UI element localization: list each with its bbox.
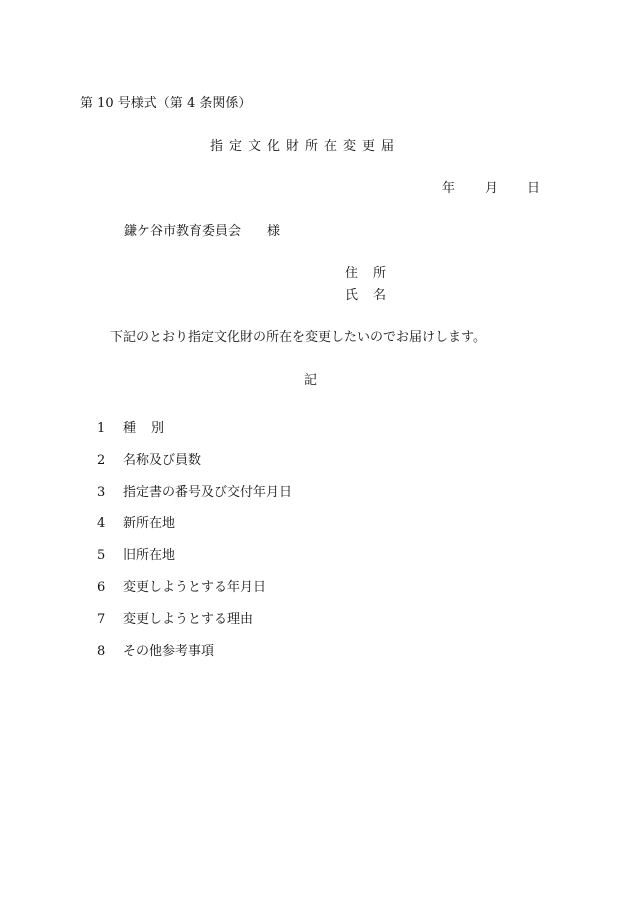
list-item xyxy=(97,580,292,612)
ki-heading: 記 xyxy=(304,373,318,388)
item-label: 指定書の番号及び交付年月日 xyxy=(123,484,293,500)
list-item xyxy=(97,453,292,485)
list-item xyxy=(97,421,292,453)
item-number: 1 xyxy=(97,421,106,436)
list-item xyxy=(97,644,292,676)
list-item xyxy=(97,612,292,644)
applicant-address-label: 住所 xyxy=(345,266,402,281)
item-number: 5 xyxy=(97,548,106,564)
addressee-name: 鎌ケ谷市教育委員会 xyxy=(124,224,242,239)
item-number: 6 xyxy=(97,579,106,595)
item-number: 3 xyxy=(97,484,106,500)
document-title: 指定文化財所在変更届 xyxy=(210,139,401,154)
item-label: 旧所在地 xyxy=(123,548,176,564)
item-list xyxy=(97,421,292,675)
list-item xyxy=(97,516,292,548)
list-item xyxy=(97,485,292,517)
addressee-honorific: 様 xyxy=(267,224,281,239)
form-number: 第 10 号様式（第 4 条関係） xyxy=(80,96,252,111)
item-number: 4 xyxy=(97,516,106,532)
item-number: 8 xyxy=(97,643,106,659)
item-label: 変更しようとする年月日 xyxy=(123,579,267,595)
item-number: 7 xyxy=(97,611,106,627)
item-label: 新所在地 xyxy=(123,516,176,532)
body-text: 下記のとおり指定文化財の所在を変更したいのでお届けします。 xyxy=(110,330,486,345)
item-label: その他参考事項 xyxy=(123,643,215,659)
item-number: 2 xyxy=(97,452,106,468)
applicant-name-label: 氏名 xyxy=(345,288,402,303)
item-label: 名称及び員数 xyxy=(123,452,202,468)
item-label: 変更しようとする理由 xyxy=(123,611,254,627)
list-item xyxy=(97,548,292,580)
date-year-label: 年 xyxy=(442,181,456,196)
item-label: 種別 xyxy=(123,421,180,436)
date-day-label: 日 xyxy=(527,181,541,196)
date-month-label: 月 xyxy=(485,181,499,196)
